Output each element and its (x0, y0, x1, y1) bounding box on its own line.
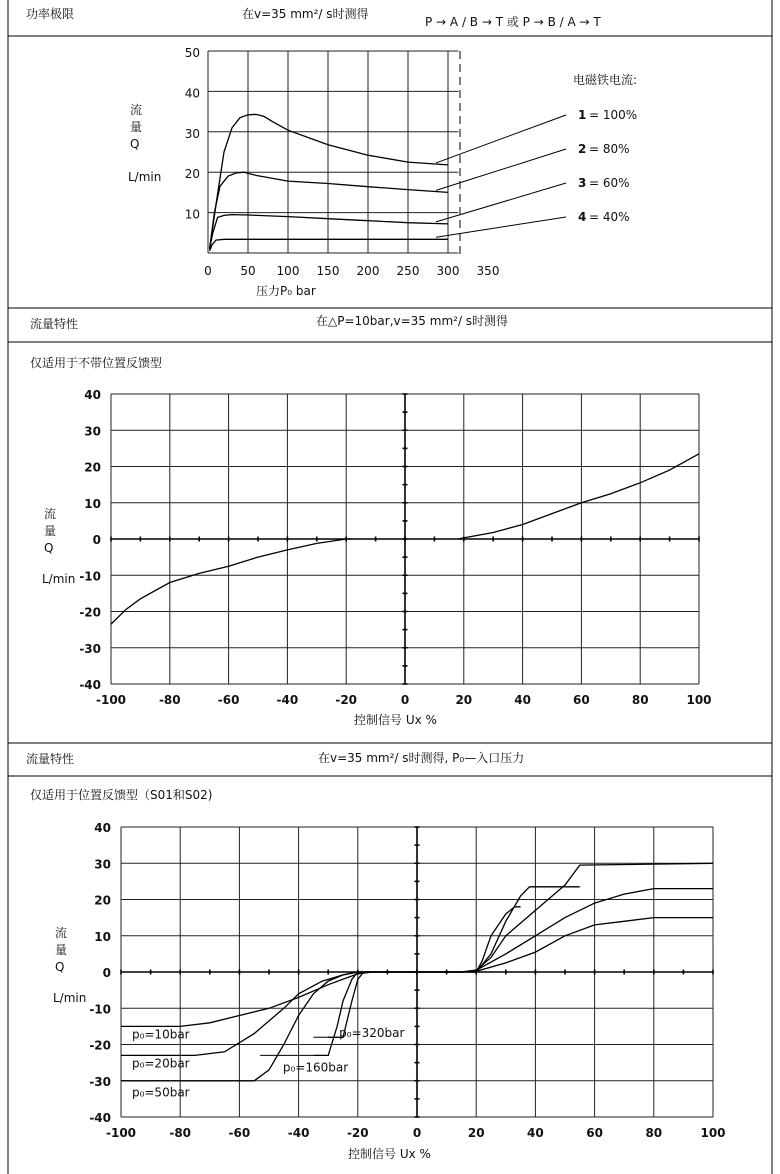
chart2-ylabel-1: 流 (44, 507, 57, 521)
chart2-xtick-label: -100 (95, 693, 127, 707)
chart3-pressure-label-5: p₀=320bar (339, 1025, 405, 1040)
chart3-xtick-label: -60 (228, 1126, 251, 1140)
chart1-xlabel: 压力P₀ bar (256, 284, 316, 298)
chart1-ylabel-2: 量 (130, 120, 143, 134)
chart1-xtick-label: 0 (204, 264, 212, 278)
chart3-xtick-label: 80 (645, 1126, 663, 1140)
chart1-leader-3 (436, 183, 566, 222)
flow-chart-position-feedback (89, 821, 725, 1140)
chart3-yunit: L/min (53, 991, 87, 1005)
chart2-ytick-label: -20 (79, 605, 101, 620)
chart3-xtick-label: 40 (527, 1126, 544, 1140)
chart1-legend-num-4: 4 (578, 210, 587, 224)
chart2-ytick-label: -40 (79, 678, 101, 692)
chart3-xtick-label: -20 (346, 1126, 369, 1140)
chart3-xtick-label: -100 (105, 1126, 137, 1140)
chart2-ylabel-2: 量 (44, 524, 57, 538)
chart3-ytick-label: -30 (89, 1074, 111, 1089)
chart3-xtick-label: -80 (169, 1126, 192, 1140)
chart1-legend-num-2: 2 (578, 142, 587, 156)
chart1-legend-title: 电磁铁电流: (573, 73, 638, 87)
chart3-xtick-label: 100 (700, 1126, 726, 1140)
sec3-condition: 在v=35 mm²/ s时测得, P₀—入口压力 (318, 751, 525, 765)
chart3-pressure-label-4: p₀=160bar (282, 1060, 349, 1075)
sec2-condition: 在△P=10bar,v=35 mm²/ s时测得 (316, 314, 509, 328)
chart3-xtick-label: 60 (586, 1126, 603, 1140)
chart2-ytick-label: -30 (79, 641, 101, 656)
chart1-series-4 (210, 239, 448, 251)
chart2-xtick-label: -80 (158, 693, 181, 707)
chart1-leader-4 (436, 217, 566, 237)
chart1-legend-val-3: = 60% (589, 176, 630, 190)
sec2-subtitle: 仅适用于不带位置反馈型 (30, 356, 163, 370)
chart1-ytick-label: 50 (184, 46, 200, 60)
chart3-pressure-label-2: p₀=20bar (131, 1056, 190, 1071)
chart3-ytick-label: 20 (94, 893, 111, 908)
chart3-ytick-label: -40 (89, 1111, 111, 1125)
chart3-xtick-label: 20 (467, 1126, 485, 1140)
chart1-legend-val-2: = 80% (589, 142, 630, 156)
chart2-xtick-label: -20 (335, 693, 358, 707)
chart3-ytick-label: 40 (94, 821, 111, 835)
chart2-xtick-label: 20 (455, 693, 473, 707)
chart1-legend-val-4: = 40% (589, 210, 630, 224)
sec1-condition: 在v=35 mm²/ s时测得 (242, 7, 369, 21)
chart1-series-1 (210, 114, 448, 249)
chart1-xtick-label: 300 (436, 264, 460, 278)
chart2-ytick-label: 30 (84, 424, 101, 439)
chart2-xtick-label: 0 (400, 693, 410, 707)
chart1-ytick-label: 40 (184, 86, 200, 101)
chart2-xtick-label: 60 (573, 693, 590, 707)
chart2-xtick-label: 40 (514, 693, 531, 707)
chart3-pressure-label-1: p₀=10bar (131, 1027, 190, 1042)
chart1-xtick-label: 150 (316, 264, 340, 278)
chart3-xtick-label: 0 (412, 1126, 422, 1140)
chart1-ytick-label: 30 (184, 126, 200, 141)
chart1-ytick-label: 10 (184, 207, 200, 222)
chart1-yunit: L/min (128, 170, 162, 184)
chart2-yunit: L/min (42, 572, 76, 586)
chart2-ytick-label: 20 (84, 460, 101, 475)
chart3-pressure-label-3: p₀=50bar (131, 1085, 190, 1100)
chart2-ytick-label: 10 (84, 496, 101, 511)
chart3-ytick-label: -10 (89, 1002, 111, 1017)
chart2-xtick-label: -60 (217, 693, 240, 707)
chart1-xtick-label: 350 (476, 264, 500, 278)
sec1-flow-path: P → A / B → T 或 P → B / A → T (425, 15, 601, 29)
chart3-xtick-label: -40 (287, 1126, 310, 1140)
chart2-xtick-label: 100 (686, 693, 712, 707)
power-limit-chart (185, 46, 637, 278)
section-borders (8, 0, 772, 1174)
chart1-ylabel-1: 流 (130, 103, 143, 117)
chart3-ylabel-1: 流 (55, 926, 68, 940)
sec2-title: 流量特性 (30, 317, 79, 331)
chart2-xtick-label: 80 (631, 693, 649, 707)
chart1-series-2 (210, 172, 448, 249)
chart1-ylabel-3: Q (130, 137, 140, 151)
chart2-xlabel: 控制信号 Ux % (354, 713, 437, 727)
chart3-ylabel-2: 量 (55, 943, 68, 957)
chart1-xtick-label: 100 (276, 264, 300, 278)
chart2-ylabel-3: Q (44, 541, 54, 555)
chart1-series-3 (210, 215, 448, 249)
chart1-xtick-label: 250 (396, 264, 420, 278)
chart3-xlabel: 控制信号 Ux % (348, 1147, 431, 1161)
chart1-legend-num-3: 3 (578, 176, 587, 190)
chart1-legend-val-1: = 100% (589, 108, 638, 122)
chart3-ytick-label: -20 (89, 1038, 111, 1053)
chart3-ytick-label: 30 (94, 857, 111, 872)
chart1-ytick-label: 20 (184, 167, 200, 182)
chart2-ytick-label: -10 (79, 569, 101, 584)
chart1-leader-1 (436, 115, 566, 163)
chart1-xtick-label: 50 (240, 264, 256, 278)
chart3-ytick-label: 0 (102, 966, 111, 980)
chart1-xtick-label: 200 (356, 264, 380, 278)
sec3-title: 流量特性 (26, 752, 75, 766)
chart2-xtick-label: -40 (276, 693, 299, 707)
chart3-ytick-label: 10 (94, 929, 111, 944)
flow-chart-no-feedback (79, 388, 711, 707)
sec3-subtitle: 仅适用于位置反馈型（S01和S02) (30, 788, 213, 802)
chart1-legend-num-1: 1 (578, 108, 587, 122)
chart3-ylabel-3: Q (55, 960, 65, 974)
chart2-ytick-label: 0 (92, 533, 101, 547)
chart2-ytick-label: 40 (84, 388, 101, 402)
sec1-title: 功率极限 (26, 7, 75, 21)
